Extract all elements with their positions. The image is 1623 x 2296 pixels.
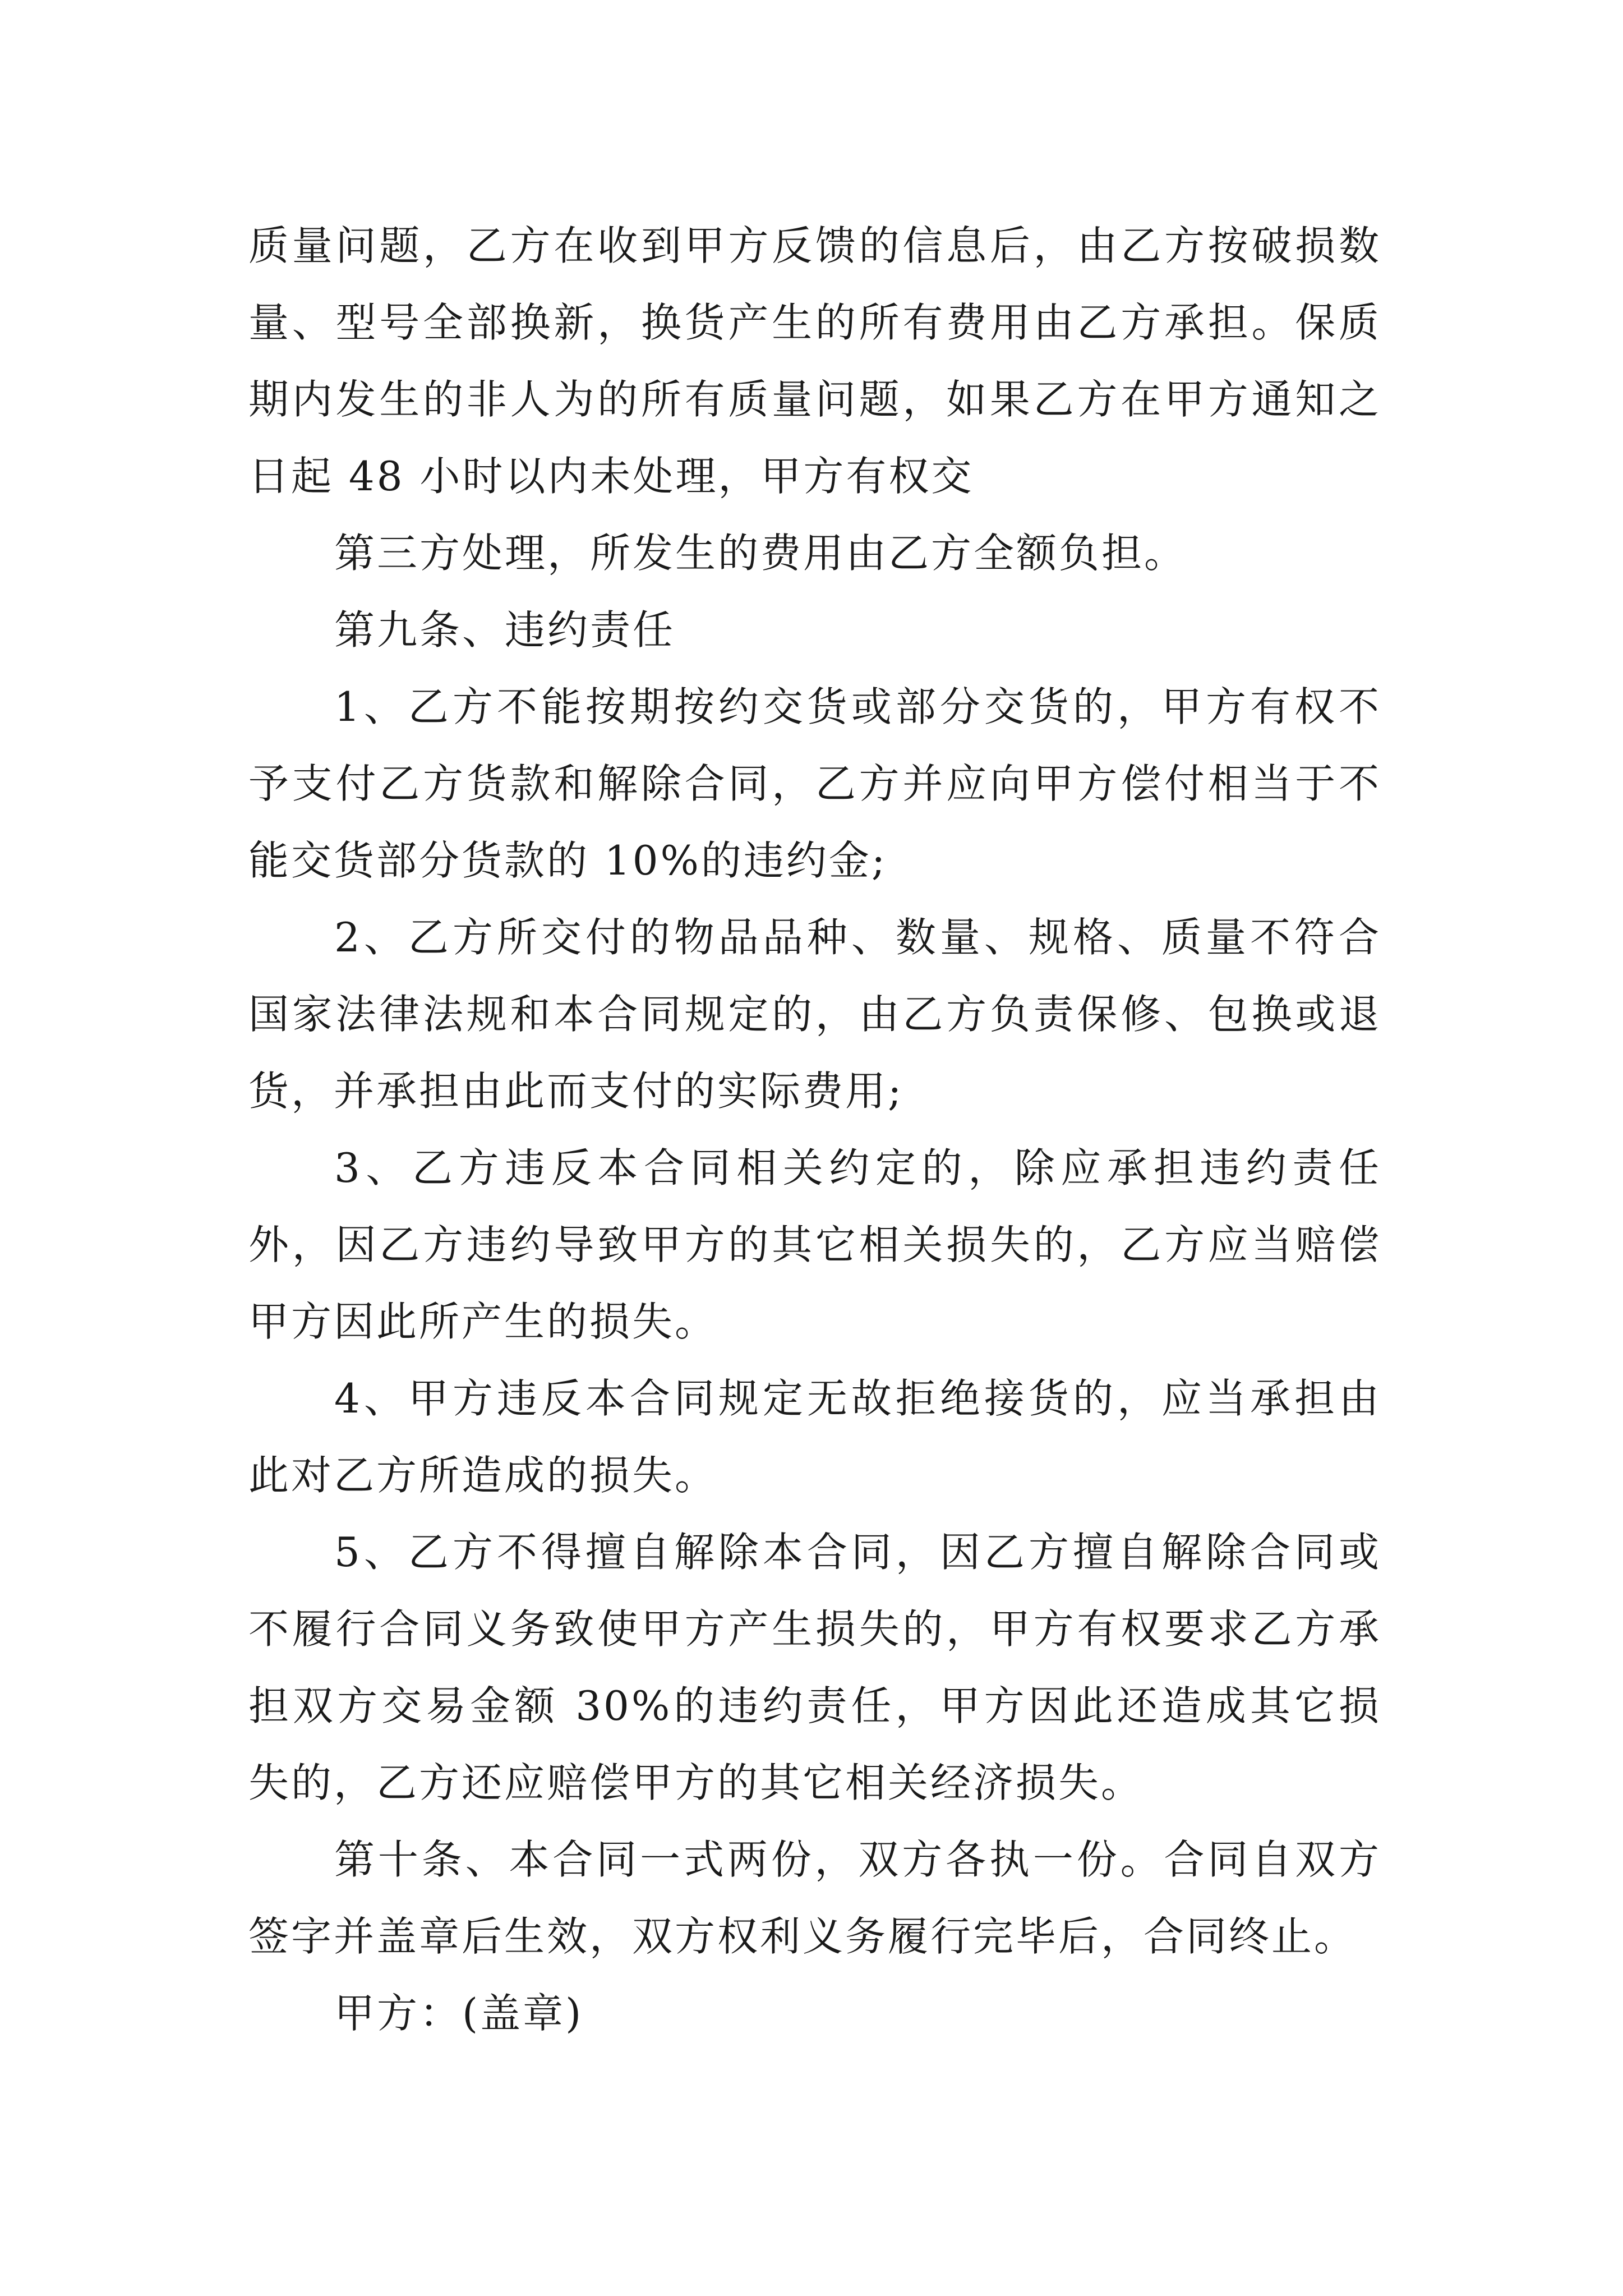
section-heading-article-9: 第九条、违约责任 — [334, 606, 676, 654]
paragraph-third-party: 第三方处理，所发生的费用由乙方全额负担。 — [334, 530, 1187, 577]
section-article-10: 第十条、本合同一式两份，双方各执一份。合同自双方签字并盖章后生效，双方权利义务履行完毕后，合同终止。 — [248, 1836, 1381, 1960]
clause-3: 3、乙方违反本合同相关约定的，除应承担违约责任外，因乙方违约导致甲方的其它相关损失的，乙方应当赔偿甲方因此所产生的损失。 — [248, 1144, 1381, 1345]
document-body — [248, 208, 1381, 2052]
clause-2: 2、乙方所交付的物品品种、数量、规格、质量不符合国家法律法规和本合同规定的，由乙方负责保修、包换或退货，并承担由此而支付的实际费用; — [248, 914, 1381, 1115]
paragraph-continuation: 质量问题，乙方在收到甲方反馈的信息后，由乙方按破损数量、型号全部换新，换货产生的所有费用由乙方承担。保质期内发生的非人为的所有质量问题，如果乙方在甲方通知之日起 48 小时以内未处理，甲方有权交 — [248, 222, 1381, 500]
clause-1: 1、乙方不能按期按约交货或部分交货的，甲方有权不予支付乙方货款和解除合同，乙方并应向甲方偿付相当于不能交货部分货款的 10%的违约金; — [248, 683, 1381, 884]
clause-4: 4、甲方违反本合同规定无故拒绝接货的，应当承担由此对乙方所造成的损失。 — [248, 1375, 1381, 1499]
clause-5: 5、乙方不得擅自解除本合同，因乙方擅自解除合同或不履行合同义务致使甲方产生损失的，甲方有权要求乙方承担双方交易金额 30%的违约责任，甲方因此还造成其它损失的，乙方还应赔偿甲方的其它相关经济损失。 — [248, 1529, 1381, 1806]
signature-party-a: 甲方：(盖章) — [334, 1990, 584, 2037]
